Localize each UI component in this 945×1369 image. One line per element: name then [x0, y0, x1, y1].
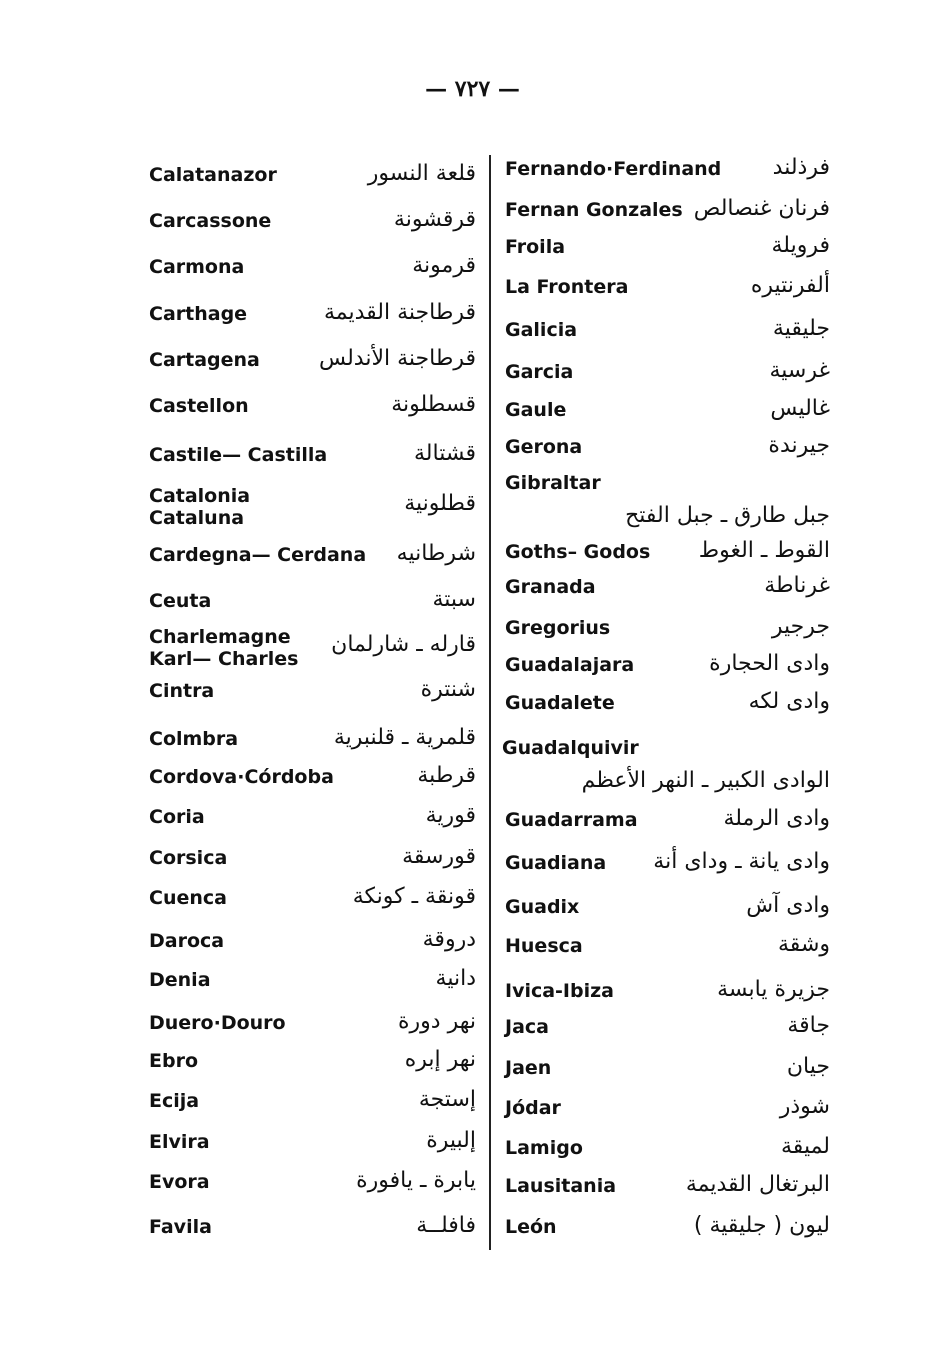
latin-term: Corsica: [149, 847, 228, 869]
glossary-entry: [149, 727, 476, 757]
glossary-entry: [505, 275, 830, 305]
latin-term: Daroca: [149, 930, 225, 952]
latin-term: Guadalete: [505, 692, 615, 714]
arabic-term: لميقة: [781, 1134, 830, 1159]
glossary-entry: [505, 1136, 830, 1166]
latin-term: León: [505, 1216, 557, 1238]
arabic-term: وادى يانة ـ وداى أنة: [653, 849, 830, 874]
glossary-entry: [505, 979, 830, 1009]
latin-term: Ebro: [149, 1050, 199, 1072]
glossary-entry: [149, 209, 476, 239]
glossary-entry: [505, 235, 830, 265]
glossary-entry: [505, 691, 830, 721]
glossary-entry: [149, 1215, 476, 1245]
arabic-term: شوذر: [779, 1094, 830, 1119]
glossary-entry: [149, 1011, 476, 1041]
glossary-entry: [505, 895, 830, 925]
latin-term: Calatanazor: [149, 164, 277, 186]
arabic-term: قورية: [425, 803, 476, 828]
column-divider: [489, 155, 491, 1250]
latin-term: Colmbra: [149, 728, 239, 750]
glossary-entry: [505, 1015, 830, 1045]
latin-term: Fernando·Ferdinand: [505, 158, 722, 180]
glossary-entry: [149, 485, 476, 529]
latin-term: Carthage: [149, 303, 248, 325]
glossary-entry: [149, 626, 476, 670]
glossary-entry: [505, 1096, 830, 1126]
latin-term: Jaen: [505, 1057, 552, 1079]
latin-term: Cuenca: [149, 887, 227, 909]
arabic-term: الوادى الكبير ـ النهر الأعظم: [581, 768, 830, 793]
arabic-term: جبل طارق ـ جبل الفتح: [625, 503, 830, 528]
latin-term: Cardegna— Cerdana: [149, 544, 367, 566]
arabic-term: سبتة: [432, 587, 476, 612]
latin-term: Galicia: [505, 319, 578, 341]
latin-term: Cordova·Córdoba: [149, 766, 334, 788]
glossary-entry: [505, 851, 830, 881]
latin-term: Elvira: [149, 1131, 210, 1153]
arabic-term: قشتالة: [414, 441, 476, 466]
arabic-term: فرذلند: [772, 155, 830, 180]
arabic-term: القوط ـ الغوط: [698, 538, 830, 563]
glossary-entry: [505, 1056, 830, 1086]
latin-term: Jódar: [505, 1097, 561, 1119]
arabic-term: قطلونية: [404, 491, 476, 516]
glossary-entry: [502, 736, 830, 766]
latin-term: Garcia: [505, 361, 574, 383]
latin-term: Cartagena: [149, 349, 260, 371]
glossary-entry: [505, 471, 830, 501]
latin-term: Cintra: [149, 680, 215, 702]
glossary-entry: [505, 505, 830, 535]
glossary-entry: [505, 653, 830, 683]
latin-term: Lamigo: [505, 1137, 583, 1159]
arabic-term: دانية: [435, 966, 476, 991]
latin-term: Carcassone: [149, 210, 272, 232]
arabic-term: جيرندة: [768, 433, 830, 458]
arabic-term: قارله ـ شارلمان: [331, 632, 476, 657]
glossary-entry: [149, 1049, 476, 1079]
arabic-term: وادى الرملة: [723, 806, 830, 831]
glossary-entry: [149, 589, 476, 619]
arabic-term: وادى لكه: [748, 689, 830, 714]
latin-term: Guadarrama: [505, 809, 638, 831]
glossary-entry: [505, 318, 830, 348]
latin-term: Ivica-Ibiza: [505, 980, 614, 1002]
glossary-entry: [505, 198, 830, 228]
arabic-term: ألفرنتيره: [750, 273, 830, 298]
latin-term: Coria: [149, 806, 205, 828]
latin-term: Denia: [149, 969, 211, 991]
arabic-term: دروقة: [422, 927, 476, 952]
latin-term: Froila: [505, 236, 566, 258]
latin-term: Evora: [149, 1171, 210, 1193]
glossary-entry: [149, 968, 476, 998]
arabic-term: قرطبة: [417, 763, 476, 788]
arabic-term: قورسقة: [402, 844, 476, 869]
arabic-term: فرنان غنصالص: [693, 196, 830, 221]
arabic-term: غرسية: [769, 358, 830, 383]
latin-term: Goths– Godos: [505, 541, 651, 563]
arabic-term: قرقشونة: [393, 207, 476, 232]
arabic-term: وشقة: [778, 932, 830, 957]
arabic-term: قلمرية ـ قلنبرية: [333, 725, 476, 750]
arabic-term: جيان: [786, 1054, 830, 1079]
glossary-entry: [505, 770, 830, 800]
latin-term: La Frontera: [505, 276, 629, 298]
latin-term: Charlemagne Karl— Charles: [149, 626, 299, 670]
glossary-entry: [149, 929, 476, 959]
latin-term: Guadalquivir: [502, 737, 639, 759]
arabic-term: نهر دورة: [398, 1009, 476, 1034]
arabic-term: قرمونة: [412, 253, 476, 278]
page-number: — ٧٢٧ —: [425, 76, 520, 102]
arabic-term: غرناطة: [764, 573, 830, 598]
arabic-term: قرطاجنة الأندلس: [319, 346, 476, 371]
arabic-term: يابرة ـ يافورة: [356, 1168, 476, 1193]
latin-term: Gerona: [505, 436, 583, 458]
glossary-entry: [149, 443, 476, 473]
arabic-term: نهر إبره: [404, 1047, 476, 1072]
glossary-entry: [149, 886, 476, 916]
glossary-entry: [149, 765, 476, 795]
arabic-term: شرطانيه: [396, 541, 476, 566]
arabic-term: ليون ( جليقية ): [693, 1213, 830, 1238]
latin-term: Catalonia Cataluna: [149, 485, 251, 529]
latin-term: Ceuta: [149, 590, 212, 612]
latin-term: Gibraltar: [505, 472, 601, 494]
glossary-entry: [149, 1170, 476, 1200]
arabic-term: قرطاجنة القديمة: [323, 300, 476, 325]
glossary-entry: [505, 435, 830, 465]
latin-term: Duero·Douro: [149, 1012, 286, 1034]
glossary-entry: [505, 1174, 830, 1204]
glossary-entry: [149, 302, 476, 332]
arabic-term: البرتغال القديمة: [685, 1172, 830, 1197]
latin-term: Guadalajara: [505, 654, 635, 676]
arabic-term: جزيرة يابسة: [717, 977, 830, 1002]
arabic-term: قلعة النسور: [367, 161, 476, 186]
glossary-entry: [149, 394, 476, 424]
latin-term: Castile— Castilla: [149, 444, 328, 466]
latin-term: Guadix: [505, 896, 580, 918]
arabic-term: جاقة: [787, 1013, 830, 1038]
latin-term: Lausitania: [505, 1175, 617, 1197]
arabic-term: جرجير: [771, 614, 830, 639]
arabic-term: قونقة ـ كونكة: [352, 884, 476, 909]
glossary-entry: [149, 846, 476, 876]
glossary-entry: [505, 540, 830, 570]
glossary-entry: [505, 934, 830, 964]
glossary-entry: [149, 679, 476, 709]
latin-term: Guadiana: [505, 852, 607, 874]
latin-term: Gregorius: [505, 617, 611, 639]
arabic-term: فافلــة: [416, 1213, 476, 1238]
glossary-entry: [505, 157, 830, 187]
arabic-term: غاليس: [770, 396, 830, 421]
glossary-entry: [505, 1215, 830, 1245]
latin-term: Favila: [149, 1216, 212, 1238]
glossary-entry: [149, 805, 476, 835]
latin-term: Gaule: [505, 399, 567, 421]
latin-term: Huesca: [505, 935, 583, 957]
arabic-term: وادى آش: [746, 893, 830, 918]
arabic-term: جليقية: [772, 316, 830, 341]
latin-term: Ecija: [149, 1090, 200, 1112]
glossary-entry: [505, 575, 830, 605]
glossary-entry: [505, 398, 830, 428]
glossary-entry: [149, 1089, 476, 1119]
glossary-entry: [149, 163, 476, 193]
arabic-term: فرويلة: [771, 233, 830, 258]
latin-term: Carmona: [149, 256, 245, 278]
glossary-entry: [505, 616, 830, 646]
glossary-entry: [149, 348, 476, 378]
glossary-entry: [149, 1130, 476, 1160]
glossary-entry: [149, 543, 476, 573]
latin-term: Jaca: [505, 1016, 549, 1038]
latin-term: Fernan Gonzales: [505, 199, 683, 221]
latin-term: Granada: [505, 576, 596, 598]
arabic-term: قسطلونة: [391, 392, 476, 417]
glossary-entry: [505, 808, 830, 838]
arabic-term: إلبيرة: [426, 1128, 476, 1153]
arabic-term: إستجة: [418, 1087, 476, 1112]
glossary-entry: [149, 255, 476, 285]
arabic-term: شنترة: [420, 677, 476, 702]
glossary-entry: [505, 360, 830, 390]
latin-term: Castellon: [149, 395, 249, 417]
arabic-term: وادى الحجارة: [709, 651, 830, 676]
